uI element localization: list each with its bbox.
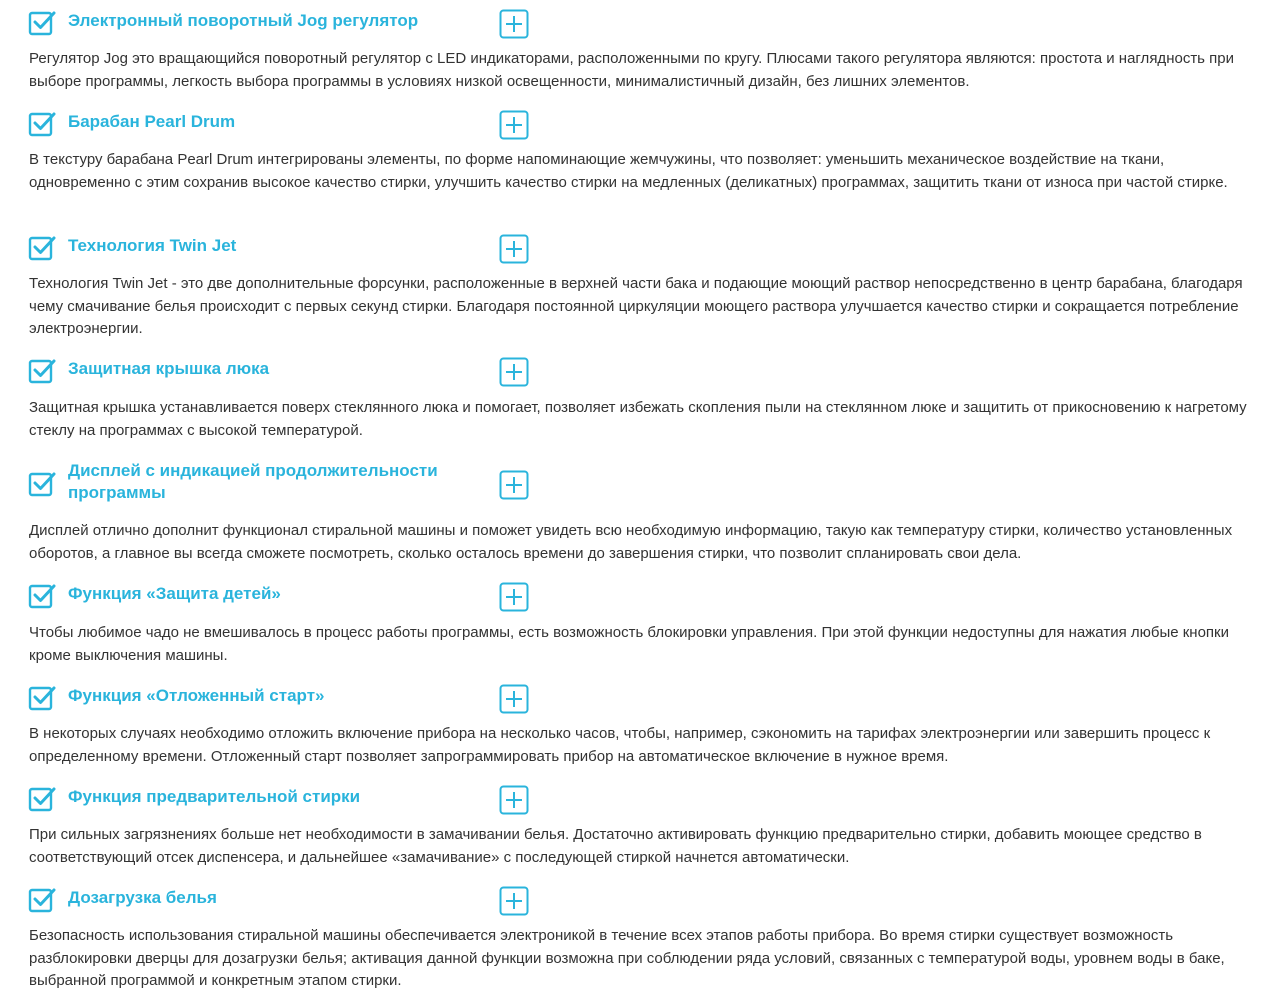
checkbox-checked-icon [28,234,56,262]
checkbox-checked-icon [28,9,56,37]
checkbox-checked-icon [28,684,56,712]
checkbox-checked-icon [28,886,56,914]
plus-square-icon [499,357,529,387]
feature-description: В текстуру барабана Pearl Drum интегрированы элементы, по форме напоминающие жемчужины, что позволяет: уменьшить механическое воздействие на ткани, одновременно с этим сохранив высокое качество стирки, улучшить качество стирки на медленных (деликатных) программах, защитить ткани от износа при частой стирке. [29,151,1228,191]
feature-title: Электронный поворотный Jog регулятор [68,11,419,30]
feature-title: Функция «Защита детей» [68,584,281,603]
expand-button[interactable] [499,886,529,916]
expand-button[interactable] [499,582,529,612]
plus-square-icon [499,470,529,500]
feature-description: Технология Twin Jet - это две дополнительные форсунки, расположенные в верхней части бака и подающие моющий раствор непосредственно в центр барабана, благодаря чему смачивание белья происходит с первых секунд стирки. Благодаря постоянной циркуляции моющего раствора улучшается качество стирки и сокращается потребление электроэнергии. [29,275,1243,337]
feature-title: Функция «Отложенный старт» [68,686,325,705]
expand-button[interactable] [499,234,529,264]
expand-button[interactable] [499,9,529,39]
feature-title: Функция предварительной стирки [68,787,361,806]
expand-button[interactable] [499,785,529,815]
expand-button[interactable] [499,357,529,387]
expand-button[interactable] [499,110,529,140]
feature-description: При сильных загрязнениях больше нет необходимости в замачивании белья. Достаточно активировать функцию предварительно стирки, добавить моющее средство в соответствующий отсек диспенсера, и дальнейшее «замачивание» с последующей стиркой начнется автоматически. [29,826,1202,866]
feature-title: Барабан Pearl Drum [68,112,236,131]
checkbox-checked-icon [28,785,56,813]
checkbox-checked-icon [28,470,56,498]
plus-square-icon [499,886,529,916]
feature-title: Защитная крышка люка [68,359,270,378]
feature-title: Технология Twin Jet [68,236,237,255]
feature-description: В некоторых случаях необходимо отложить включение прибора на несколько часов, чтобы, например, сэкономить на тарифах электроэнергии или завершить процесс к определенному времени. Отложенный старт позволяет запрограммировать прибор на автоматическое включение в нужное время. [29,725,1211,765]
feature-description: Регулятор Jog это вращающийся поворотный регулятор с LED индикаторами, расположенными по кругу. Плюсами такого регулятора являются: простота и наглядность при выборе программы, легкость выбора программы в условиях низкой освещенности, минималистичный дизайн, без лишних элементов. [29,50,1235,90]
expand-button[interactable] [499,470,529,500]
plus-square-icon [499,785,529,815]
plus-square-icon [499,234,529,264]
plus-square-icon [499,582,529,612]
checkbox-checked-icon [28,357,56,385]
feature-description: Дисплей отлично дополнит функционал стиральной машины и поможет увидеть всю необходимую информацию, такую как температуру стирки, количество установленных оборотов, а главное вы всегда сможете посмотреть, сколько осталось времени до завершения стирки, что позволит спланировать свои дела. [29,522,1233,562]
expand-button[interactable] [499,684,529,714]
feature-description: Защитная крышка устанавливается поверх стеклянного люка и помогает, позволяет избежать скопления пыли на стеклянном люке и защитить от прикосновению к нагретому стеклу на программах с высокой температурой. [29,399,1247,439]
plus-square-icon [499,9,529,39]
feature-description: Безопасность использования стиральной машины обеспечивается электроникой в течение всех этапов работы прибора. Во время стирки существует возможность разблокировки дверцы для дозагрузки белья; активация данной функции возможна при соблюдении ряда условий, связанных с температурой воды, уровнем воды в баке, выбранной программой и конкретным этапом стирки. [29,927,1225,989]
feature-title: Дозагрузка белья [68,888,217,907]
checkbox-checked-icon [28,110,56,138]
checkbox-checked-icon [28,582,56,610]
plus-square-icon [499,110,529,140]
feature-title: Дисплей с индикацией продолжительности программы [68,461,438,502]
plus-square-icon [499,684,529,714]
feature-description: Чтобы любимое чадо не вмешивалось в процесс работы программы, есть возможность блокировки управления. При этой функции недоступны для нажатия любые кнопки кроме выключения машины. [29,624,1229,664]
